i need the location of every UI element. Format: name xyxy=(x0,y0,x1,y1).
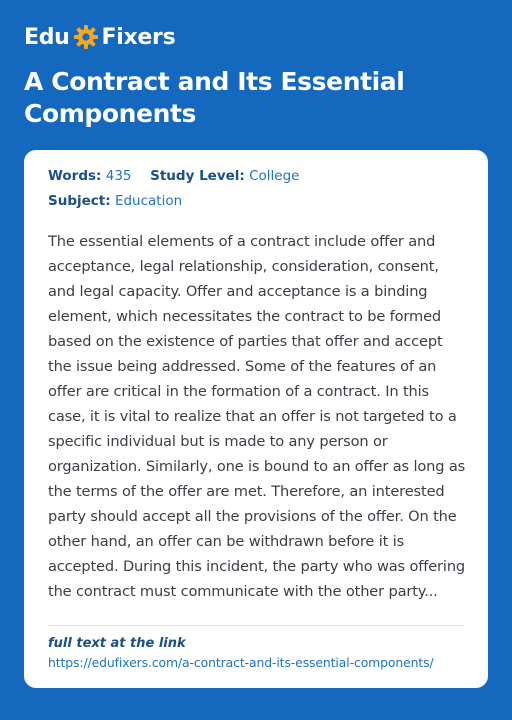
full-text-label: full text at the link xyxy=(48,636,186,651)
logo-text-edu: Edu xyxy=(24,24,70,50)
words-value: 435 xyxy=(105,168,132,184)
meta-row-2 xyxy=(48,193,182,209)
study-level-value: College xyxy=(249,168,300,184)
essay-card xyxy=(24,150,488,688)
full-text-link[interactable]: https://edufixers.com/a-contract-and-its-essential-components/ xyxy=(48,655,434,670)
subject-label: Subject: xyxy=(48,193,111,209)
study-level-label: Study Level: xyxy=(150,168,245,184)
page-title: A Contract and Its Essential Components xyxy=(24,67,405,128)
essay-excerpt: The essential elements of a contract include offer and acceptance, legal relationship, consideration, consent, and legal capacity. Offer and acceptance is a binding element, which necessitates the contract to be formed based on the existence of parties that offer and accept the issue being addressed. Some of the features of an offer are critical in the formation of a contract. In this case, it is vital to realize that an offer is not targeted to a specific individual but is made to any person or organization. Similarly, one is bound to an offer as long as the terms of the offer are met. Therefore, an interested party should accept all the provisions of the offer. On the other hand, an offer can be withdrawn before it is accepted. During this incident, the party who was offering the contract must communicate with the other party... xyxy=(48,233,466,600)
gear-icon xyxy=(73,24,99,50)
words-label: Words: xyxy=(48,168,102,184)
edufixers-logo[interactable] xyxy=(24,24,175,50)
subject-value: Education xyxy=(114,193,183,209)
divider xyxy=(48,625,464,626)
logo-text-fixers: Fixers xyxy=(101,24,176,50)
meta-row-1 xyxy=(48,168,300,184)
